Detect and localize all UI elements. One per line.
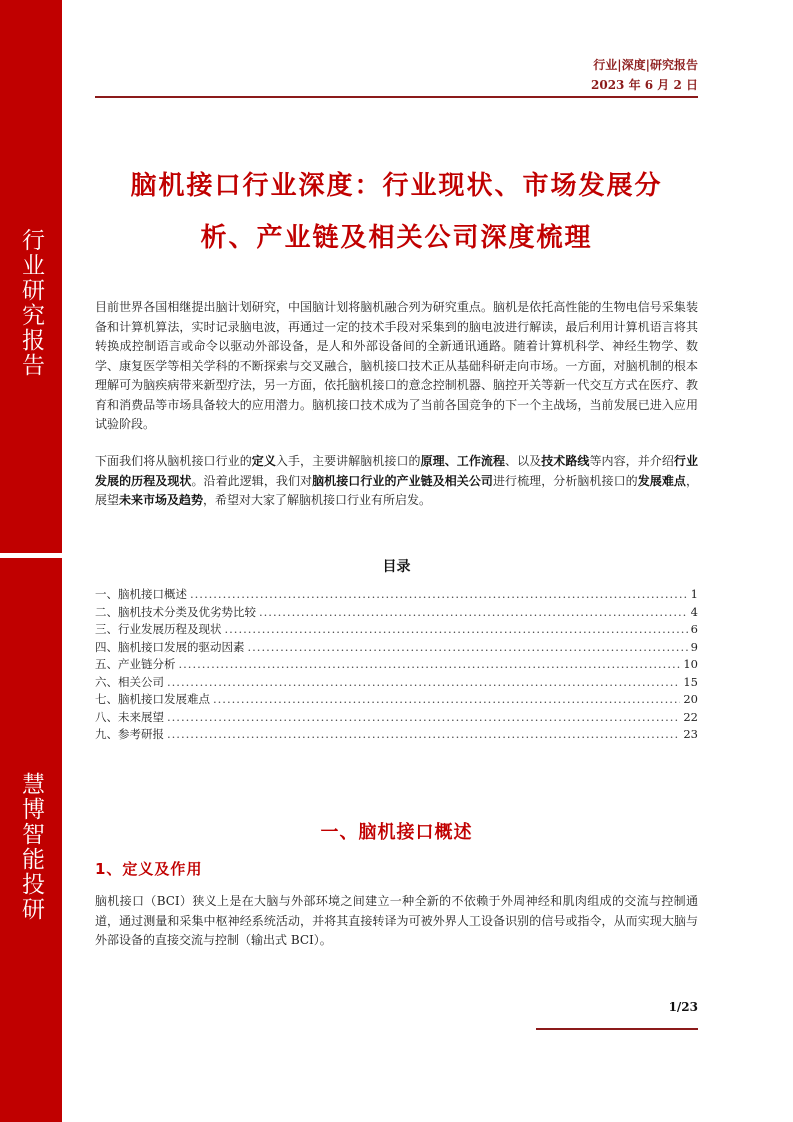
toc-entry-label: 三、行业发展历程及现状 — [95, 622, 222, 636]
toc-leader-dots — [167, 674, 680, 692]
section-subheading: 1、定义及作用 — [95, 860, 203, 878]
toc-entry-page: 23 — [683, 727, 698, 741]
toc-entry[interactable] — [95, 726, 698, 744]
toc-leader-dots — [259, 604, 688, 622]
sidebar-report-label: 行业研究报告 — [18, 228, 44, 378]
toc-entry-label: 八、未来展望 — [95, 709, 164, 724]
p2-text-3: 、以及 — [505, 454, 542, 468]
toc-entry-label: 四、脑机接口发展的驱动因素 — [95, 639, 245, 654]
toc-entry-page: 20 — [683, 692, 698, 706]
table-of-contents — [95, 586, 698, 744]
section-heading: 一、脑机接口概述 — [320, 822, 473, 843]
toc-leader-dots — [248, 639, 688, 657]
p2-text-5: 。沿着此逻辑，我们对 — [191, 473, 313, 488]
p2-text-8: ，希望对大家了解脑机接口行业有所启发。 — [203, 493, 432, 507]
toc-entry[interactable] — [95, 621, 698, 639]
toc-leader-dots — [179, 656, 681, 674]
toc-entry-page: 15 — [683, 674, 698, 689]
p2-text-4: 等内容，并介绍 — [589, 454, 674, 468]
p2-text-1: 下面我们将从脑机接口行业的 — [95, 454, 252, 468]
toc-entry[interactable] — [95, 639, 698, 657]
toc-entry-page: 22 — [683, 709, 698, 724]
p2-bold-4: 行业发展的历程及现状 — [95, 454, 698, 488]
toc-leader-dots — [167, 709, 680, 727]
toc-entry-label: 五、产业链分析 — [95, 657, 176, 671]
title-line-2: 析、产业链及相关公司深度梳理 — [200, 223, 593, 253]
toc-entry-page: 4 — [690, 604, 698, 619]
toc-entry-label: 六、相关公司 — [95, 674, 164, 689]
toc-entry[interactable] — [95, 674, 698, 692]
title-line-1: 脑机接口行业深度：行业现状、市场发展分 — [130, 171, 663, 201]
toc-entry-label: 九、参考研报 — [95, 727, 164, 741]
p2-bold-5: 脑机接口行业的产业链及相关公司 — [312, 473, 493, 488]
section-paragraph: 脑机接口（BCI）狭义上是在大脑与外部环境之间建立一种全新的不依赖于外周神经和肌肉组成的交流与控制通道，通过测量和采集中枢神经系统活动，并将其直接转译为可被外界人工设备识别的信号或指令，从而实现大脑与外部设备的直接交流与控制（输出式 BCI）。 — [95, 894, 698, 947]
p2-bold-1: 定义 — [251, 454, 276, 468]
toc-leader-dots — [167, 726, 680, 744]
report-type: 行业|深度|研究报告 — [593, 58, 698, 72]
toc-entry-page: 10 — [683, 657, 698, 671]
toc-entry-label: 二、脑机技术分类及优劣势比较 — [95, 604, 256, 619]
p2-text-2: 入手，主要讲解脑机接口的 — [275, 454, 421, 468]
p2-text-7: ，展望 — [95, 473, 698, 507]
toc-entry-page: 1 — [690, 587, 698, 601]
toc-entry[interactable] — [95, 709, 698, 727]
header-rule — [95, 96, 698, 98]
intro-paragraph-2 — [95, 452, 698, 511]
sidebar-band — [0, 0, 62, 1122]
toc-entry-page: 6 — [690, 622, 698, 636]
page-number: 1/23 — [668, 1000, 698, 1014]
p2-bold-6: 发展难点 — [637, 473, 686, 488]
toc-entry[interactable] — [95, 586, 698, 604]
sidebar-brand-label: 慧博智能投研 — [18, 772, 44, 922]
toc-leader-dots — [190, 586, 688, 604]
sidebar-divider — [0, 553, 62, 558]
toc-entry[interactable] — [95, 691, 698, 709]
toc-entry-label: 七、脑机接口发展难点 — [95, 692, 210, 706]
intro-paragraph-1: 目前世界各国相继提出脑计划研究，中国脑计划将脑机融合列为研究重点。脑机是依托高性能的生物电信号采集装备和计算机算法，实时记录脑电波，再通过一定的技术手段对采集到的脑电波进行解读，最后利用计算机语言将其转换成控制语言或命令以驱动外部设备，是人和外部设备间的全新通讯通路。随着计算机科学、神经生物学、数学、康复医学等相关学科的不断探索与交叉融合，脑机接口技术正从基础科研走向市场。一方面，对脑机制的根本理解可为脑疾病带来新型疗法，另一方面，依托脑机接口的意念控制机器、脑控开关等新一代交互方式在医疗、教育和消费品等市场具备较大的应用潜力。脑机接口技术成为了当前各国竞争的下一个主战场，当前发展已进入应用试验阶段。 — [95, 300, 698, 431]
toc-leader-dots — [225, 621, 688, 639]
footer-rule — [536, 1028, 698, 1030]
toc-entry-label: 一、脑机接口概述 — [95, 587, 187, 601]
report-date: 2023 年 6 月 2 日 — [591, 78, 698, 92]
toc-entry[interactable] — [95, 656, 698, 674]
p2-text-6: 进行梳理，分析脑机接口的 — [493, 473, 638, 488]
p2-bold-3: 技术路线 — [541, 454, 590, 468]
toc-heading: 目录 — [382, 559, 411, 575]
p2-bold-7: 未来市场及趋势 — [119, 493, 204, 507]
toc-leader-dots — [213, 691, 680, 709]
toc-entry[interactable] — [95, 604, 698, 622]
toc-entry-page: 9 — [690, 639, 698, 654]
report-title — [95, 160, 698, 264]
p2-bold-2: 原理、工作流程 — [420, 454, 506, 468]
